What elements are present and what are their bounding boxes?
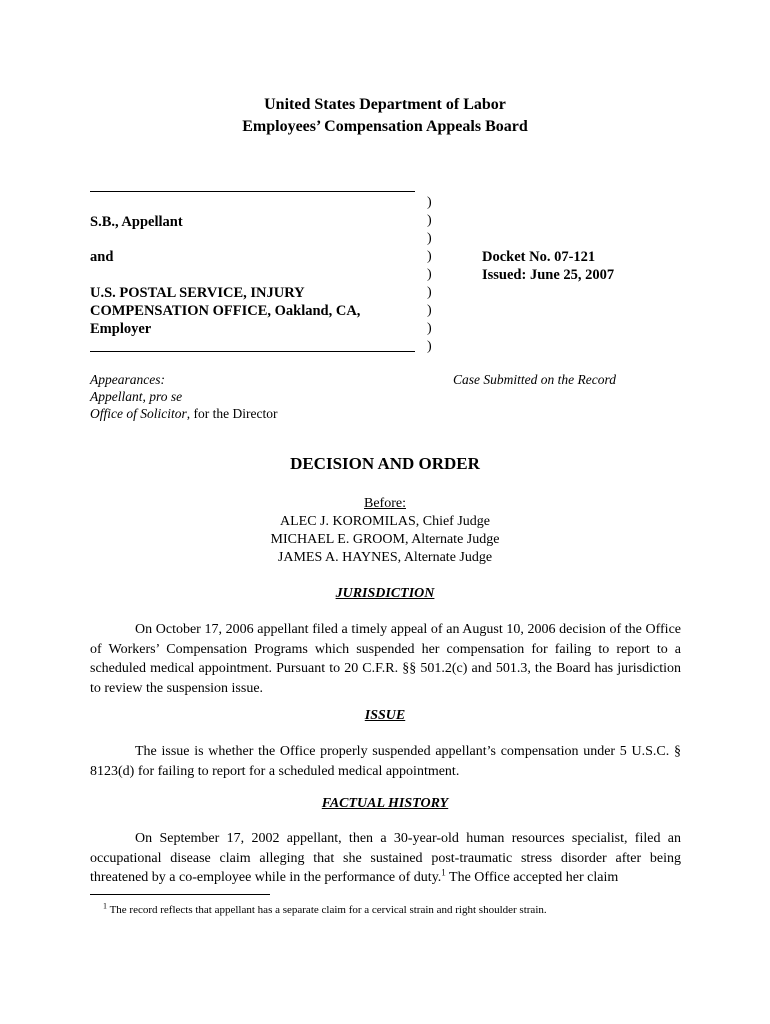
solicitor-name: Office of Solicitor: [90, 406, 187, 421]
paren: ): [427, 303, 432, 318]
footnote-text: The record reflects that appellant has a separate claim for a cervical strain and right shoulder strain.: [109, 904, 547, 916]
caption-and: and: [90, 249, 114, 265]
caption-bottom-rule: [90, 351, 415, 352]
footnote: [103, 903, 547, 918]
before-text: Before:: [364, 496, 406, 511]
appellant-name: S.B., Appellant: [90, 214, 183, 230]
paren: ): [427, 285, 432, 300]
decision-title: DECISION AND ORDER: [290, 454, 480, 473]
employer-line-3: Employer: [90, 321, 152, 337]
judge-chief: ALEC J. KOROMILAS, Chief Judge: [280, 514, 490, 529]
paren: ): [427, 249, 432, 264]
paren: ): [427, 213, 432, 228]
factual-history-paragraph: [90, 829, 681, 888]
office-of-solicitor: [90, 405, 277, 422]
factual-text-continued: The Office accepted her claim: [445, 870, 619, 885]
factual-history-heading: FACTUAL HISTORY: [321, 796, 449, 811]
judge-alternate-1: MICHAEL E. GROOM, Alternate Judge: [270, 532, 500, 547]
docket-number: Docket No. 07-121: [482, 249, 596, 265]
paren: ): [427, 321, 432, 336]
paren: ): [427, 231, 432, 246]
board-title: Employees’ Compensation Appeals Board: [242, 118, 528, 135]
jurisdiction-paragraph: On October 17, 2006 appellant filed a timely appeal of an August 10, 2006 decision of the Office of Workers’ Compensation Programs which suspended her compensation for failing to report to a scheduled medical appointment. Pursuant to 20 C.F.R. §§ 501.2(c) and 501.3, the Board has jurisdiction to review the suspension issue.: [90, 622, 681, 696]
jurisdiction-heading: JURISDICTION: [335, 586, 435, 601]
employer-line-2: COMPENSATION OFFICE, Oakland, CA,: [90, 303, 361, 319]
footnote-reference[interactable]: 1: [441, 867, 446, 878]
footnote-marker: 1: [103, 901, 107, 911]
paren: ): [427, 195, 432, 210]
before-label: [0, 495, 770, 513]
solicitor-role: , for the Director: [186, 406, 278, 421]
issue-paragraph: The issue is whether the Office properly suspended appellant’s compensation under 5 U.S.C. § 8123(d) for failing to report for a scheduled medical appointment.: [90, 744, 681, 779]
appearances-label: Appearances:: [90, 372, 165, 387]
paren: ): [427, 267, 432, 282]
factual-text: On September 17, 2002 appellant, then a 30-year-old human resources specialist, filed an occupational disease claim alleging that she sustained post-traumatic stress disorder after being threatened by a co-employee while in the performance of duty.: [90, 831, 681, 885]
caption-top-rule: [90, 191, 415, 192]
issue-heading: ISSUE: [364, 708, 406, 723]
footnote-separator: [90, 894, 270, 895]
judge-alternate-2: JAMES A. HAYNES, Alternate Judge: [277, 550, 493, 565]
issued-date: Issued: June 25, 2007: [482, 267, 615, 283]
employer-line-1: U.S. POSTAL SERVICE, INJURY: [90, 285, 305, 301]
paren: ): [427, 339, 432, 354]
appellant-pro-se: Appellant, pro se: [90, 389, 183, 404]
agency-title: United States Department of Labor: [264, 96, 506, 113]
case-submitted: Case Submitted on the Record: [453, 372, 616, 387]
